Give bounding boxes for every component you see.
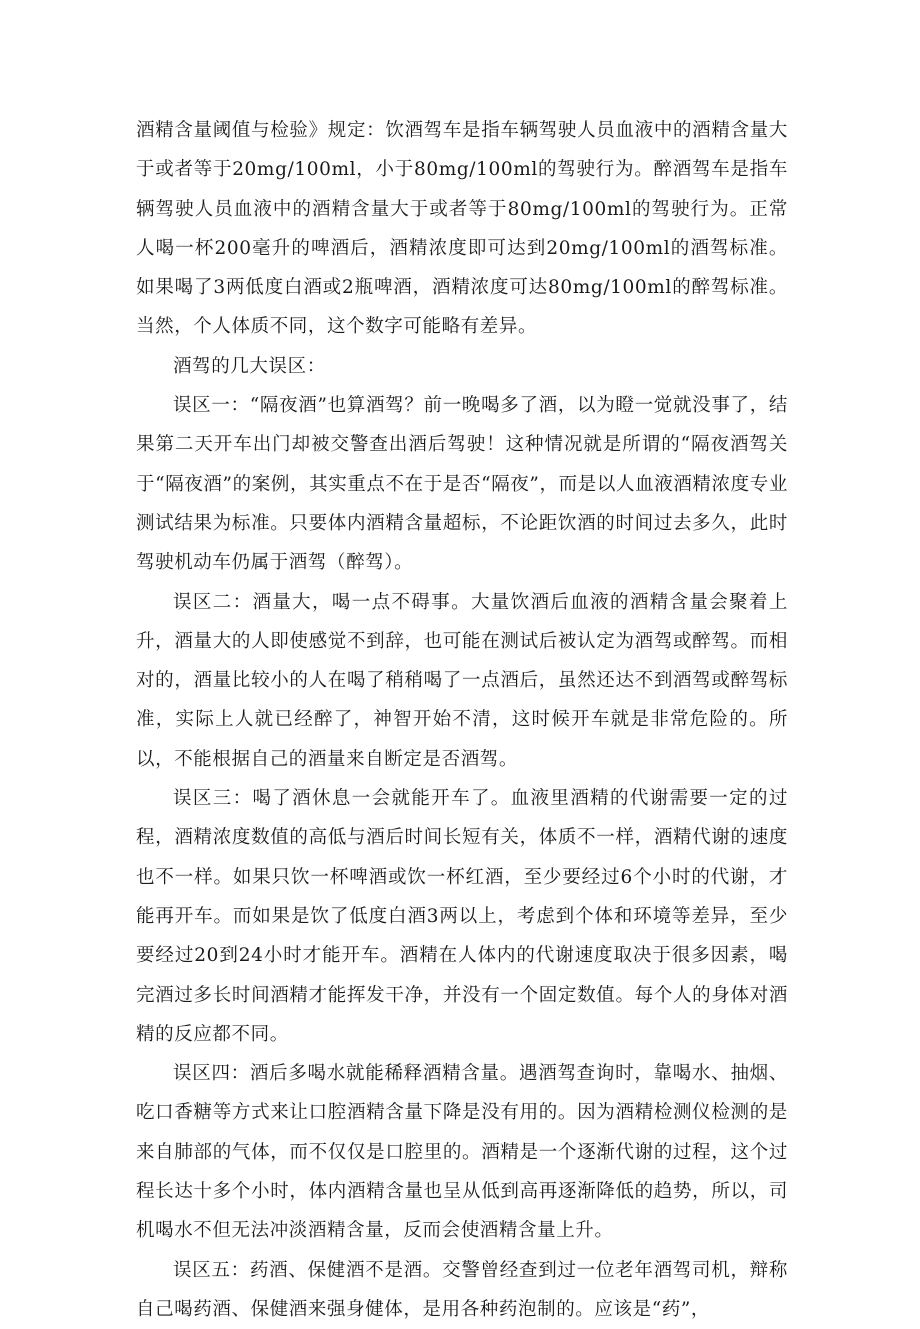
paragraph-misconception-2: 误区二：酒量大，喝一点不碍事。大量饮酒后血液的酒精含量会聚着上升，酒量大的人即使感觉不到辞，也可能在测试后被认定为酒驾或醉驾。而相对的，酒量比较小的人在喝了稍稍喝了一点酒后，虽然还达不到酒驾或醉驾标准，实际上人就已经醉了，神智开始不清，这时候开车就是非常危险的。所以，不能根据自己的酒量来自断定是否酒驾。	[136, 591, 788, 770]
paragraph-misconceptions-heading: 酒驾的几大误区：	[173, 355, 326, 377]
paragraph-misconception-4: 误区四：酒后多喝水就能稀释酒精含量。遇酒驾查询时，靠喝水、抽烟、吃口香糖等方式来让口腔酒精含量下降是没有用的。因为酒精检测仪检测的是来自肺部的气体，而不仅仅是口腔里的。酒精是一个逐渐代谢的过程，这个过程长达十多个小时，体内酒精含量也呈从低到高再逐渐降低的趋势，所以，司机喝水不但无法冲淡酒精含量，反而会使酒精含量上升。	[136, 1063, 788, 1242]
paragraph-misconception-1: 误区一：“隔夜酒”也算酒驾？前一晚喝多了酒，以为瞪一觉就没事了，结果第二天开车出门却被交警查出酒后驾驶！这种情况就是所谓的“隔夜酒驾关于“隔夜酒”的案例，其实重点不在于是否“隔夜”，而是以人血液酒精浓度专业测试结果为标准。只要体内酒精含量超标，不论距饮酒的时间过去多久，此时驾驶机动车仍属于酒驾（醉驾）。	[136, 395, 788, 574]
paragraph-misconception-3: 误区三：喝了酒休息一会就能开车了。血液里酒精的代谢需要一定的过程，酒精浓度数值的高低与酒后时间长短有关，体质不一样，酒精代谢的速度也不一样。如果只饮一杯啤酒或饮一杯红酒，至少要经过6个小时的代谢，才能再开车。而如果是饮了低度白酒3两以上，考虑到个体和环境等差异，至少要经过20到24小时才能开车。酒精在人体内的代谢速度取决于很多因素，喝完酒过多长时间酒精才能挥发干净，并没有一个固定数值。每个人的身体对酒精的反应都不同。	[136, 788, 788, 1045]
document-body	[136, 111, 788, 1329]
paragraph-misconception-5: 误区五：药酒、保健酒不是酒。交警曾经查到过一位老年酒驾司机，辩称自己喝药酒、保健酒来强身健体，是用各种药泡制的。应该是“药”，	[136, 1259, 788, 1320]
paragraph-alcohol-standards: 酒精含量阈值与检验》规定：饮酒驾车是指车辆驾驶人员血液中的酒精含量大于或者等于20mg/100ml，小于80mg/100ml的驾驶行为。醉酒驾车是指车辆驾驶人员血液中的酒精含量大于或者等于80mg/100ml的驾驶行为。正常人喝一杯200毫升的啤酒后，酒精浓度即可达到20mg/100ml的酒驾标准。如果喝了3两低度白酒或2瓶啤酒，酒精浓度可达80mg/100ml的醉驾标准。当然，个人体质不同，这个数字可能略有差异。	[136, 120, 788, 338]
